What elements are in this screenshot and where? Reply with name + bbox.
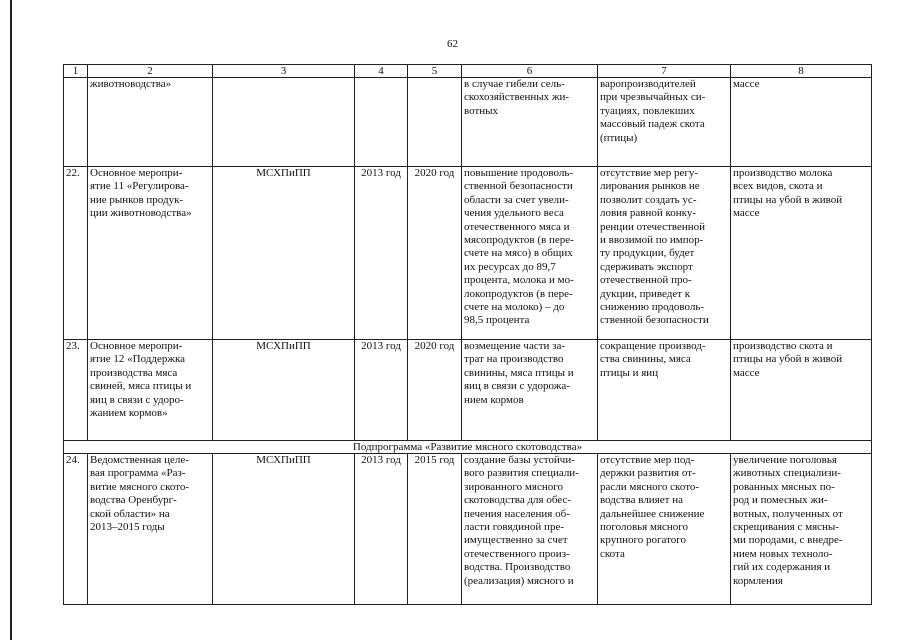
expected-result: возмещение части за- трат на производство свинины, мяса птицы и яиц в связи с удорожа- нием кормов <box>462 340 598 441</box>
row-number: 23. <box>64 340 88 441</box>
expected-result: создание базы устойчи- вого развития специали- зированного мясного скотоводства для обес- печения населения об- ласти говядиной пре- имущественно за счет отечественного произ- водства. Производство (реализация) мясного и <box>462 454 598 605</box>
end-year: 2020 год <box>408 167 462 340</box>
column-header: 5 <box>408 65 462 78</box>
end-year: 2020 год <box>408 340 462 441</box>
executor: МСХПиПП <box>213 340 355 441</box>
measure-name: Основное меропри- ятие 11 «Регулирова- ние рынков продук- ции животноводства» <box>88 167 213 340</box>
column-header: 7 <box>598 65 731 78</box>
column-header: 1 <box>64 65 88 78</box>
table-row <box>64 340 872 441</box>
expected-result: повышение продоволь- ственной безопасности области за счет увели- чения удельного веса отечественного мяса и мясопродуктов (в пере- счете на мясо) в общих их ресурсах до 89,7 процента, молока и мо- локопродуктов (в пере- счете на молоко) – до 98,5 процента <box>462 167 598 340</box>
column-header: 8 <box>731 65 872 78</box>
table-row <box>64 167 872 340</box>
column-number-row <box>64 65 872 78</box>
executor <box>213 78 355 167</box>
indicator-link: увеличение поголовья животных специализи- рованных мясных по- род и помесных жи- вотных, полученных от скрещивания с мясны- ми породами, с внедре- нием новых техноло- гий их содержания и кормления <box>731 454 872 605</box>
measure-name: Ведомственная целе- вая программа «Раз- витие мясного ското- водства Оренбург- ской области» на 2013–2015 годы <box>88 454 213 605</box>
executor: МСХПиПП <box>213 167 355 340</box>
page-number: 62 <box>447 38 458 50</box>
end-year <box>408 78 462 167</box>
measure-name: Основное меропри- ятие 12 «Поддержка производства мяса свиней, мяса птицы и яиц в связи с удоро- жанием кормов» <box>88 340 213 441</box>
program-measures-table <box>63 64 872 605</box>
column-header: 6 <box>462 65 598 78</box>
non-implementation-consequence: сокращение производ- ства свинины, мяса птицы и яиц <box>598 340 731 441</box>
subprogram-row <box>64 441 872 454</box>
column-header: 4 <box>355 65 408 78</box>
measure-name: животноводства» <box>88 78 213 167</box>
executor: МСХПиПП <box>213 454 355 605</box>
row-number: 22. <box>64 167 88 340</box>
start-year: 2013 год <box>355 167 408 340</box>
left-margin-rule <box>10 0 12 640</box>
start-year: 2013 год <box>355 454 408 605</box>
indicator-link: производство скота и птицы на убой в живой массе <box>731 340 872 441</box>
non-implementation-consequence: варопроизводителей при чрезвычайных си- туациях, повлекших массовый падеж скота (птицы) <box>598 78 731 167</box>
end-year: 2015 год <box>408 454 462 605</box>
start-year <box>355 78 408 167</box>
subprogram-title: Подпрограмма «Развитие мясного скотоводства» <box>64 441 872 454</box>
non-implementation-consequence: отсутствие мер регу- лирования рынков не позволит создать ус- ловия равной конку- ренции отечественной и ввозимой по импор- ту продукции, будет сдерживать экспорт отечественной про- дукции, приведет к снижению продоволь- ственной безопасности <box>598 167 731 340</box>
column-header: 3 <box>213 65 355 78</box>
indicator-link: производство молока всех видов, скота и птицы на убой в живой массе <box>731 167 872 340</box>
row-number: 24. <box>64 454 88 605</box>
non-implementation-consequence: отсутствие мер под- держки развития от- расли мясного ското- водства влияет на дальнейшее снижение поголовья мясного крупного рогатого скота <box>598 454 731 605</box>
expected-result: в случае гибели сель- скохозяйственных жи- вотных <box>462 78 598 167</box>
table-row <box>64 78 872 167</box>
column-header: 2 <box>88 65 213 78</box>
row-number <box>64 78 88 167</box>
start-year: 2013 год <box>355 340 408 441</box>
table-row <box>64 454 872 605</box>
indicator-link: массе <box>731 78 872 167</box>
